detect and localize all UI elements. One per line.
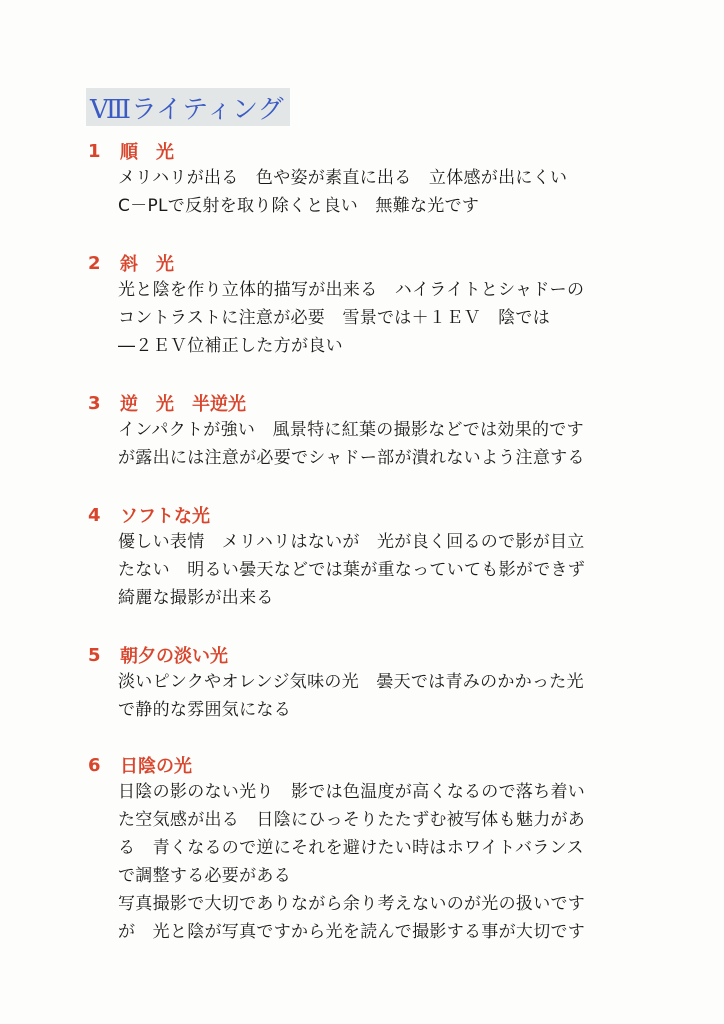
- section-body: [88, 778, 708, 890]
- body-line: る 青くなるので逆にそれを避けたい時はホワイトバランス: [118, 838, 584, 858]
- section-heading: [88, 502, 708, 528]
- section-body: [88, 164, 708, 220]
- section-number: 6: [88, 754, 101, 776]
- body-line: が露出には注意が必要でシャドー部が潰れないよう注意する: [118, 448, 585, 468]
- body-line: で静的な雰囲気になる: [118, 700, 291, 720]
- section-title: 順 光: [120, 142, 174, 163]
- body-line: 優しい表情 メリハリはないが 光が良く回るので影が目立: [118, 532, 585, 552]
- section-body: [88, 668, 708, 724]
- body-line: ―２ＥＶ位補正した方が良い: [118, 336, 343, 356]
- body-line: たない 明るい曇天などでは葉が重なっていても影ができず: [118, 560, 586, 580]
- section-number: 3: [88, 392, 101, 414]
- body-line: 日陰の影のない光り 影では色温度が高くなるので落ち着い: [118, 782, 586, 802]
- body-line: で調整する必要がある: [118, 866, 291, 886]
- section-title: 逆 光 半逆光: [120, 394, 246, 415]
- section-1: [88, 138, 708, 220]
- body-line: C－PLで反射を取り除くと良い 無難な光です: [118, 196, 480, 216]
- section-title: 斜 光: [120, 254, 174, 275]
- section-title: 日陰の光: [120, 756, 192, 777]
- document-title: Ⅷライティング: [90, 94, 284, 125]
- body-line: コントラストに注意が必要 雪景では＋１ＥＶ 陰では: [118, 308, 550, 328]
- body-line: 光と陰を作り立体的描写が出来る ハイライトとシャドーの: [118, 280, 585, 300]
- body-line: が 光と陰が写真ですから光を読んで撮影する事が大切です: [118, 922, 586, 942]
- section-number: 5: [88, 644, 101, 666]
- section-title: 朝夕の淡い光: [120, 646, 228, 667]
- body-line: た空気感が出る 日陰にひっそりたたずむ被写体も魅力があ: [118, 810, 586, 830]
- section-body: [88, 416, 708, 472]
- section-3: [88, 390, 708, 472]
- title-banner: [86, 88, 290, 126]
- body-line: 写真撮影で大切でありながら余り考えないのが光の扱いです: [118, 894, 586, 914]
- section-number: 4: [88, 504, 101, 526]
- section-heading: [88, 752, 708, 778]
- body-line: 淡いピンクやオレンジ気味の光 曇天では青みのかかった光: [118, 672, 584, 692]
- body-line: インパクトが強い 風景特に紅葉の撮影などでは効果的です: [118, 420, 584, 440]
- body-line: 綺麗な撮影が出来る: [118, 588, 274, 608]
- section-6: [88, 752, 708, 890]
- section-body: [88, 276, 708, 360]
- closing-paragraph: [118, 890, 718, 946]
- section-number: 2: [88, 252, 101, 274]
- section-heading: [88, 390, 708, 416]
- section-2: [88, 250, 708, 360]
- body-line: メリハリが出る 色や姿が素直に出る 立体感が出にくい: [118, 168, 568, 188]
- section-4: [88, 502, 708, 612]
- section-5: [88, 642, 708, 724]
- section-heading: [88, 642, 708, 668]
- section-number: 1: [88, 140, 101, 162]
- section-body: [88, 528, 708, 612]
- section-title: ソフトな光: [120, 506, 210, 527]
- section-heading: [88, 250, 708, 276]
- section-heading: [88, 138, 708, 164]
